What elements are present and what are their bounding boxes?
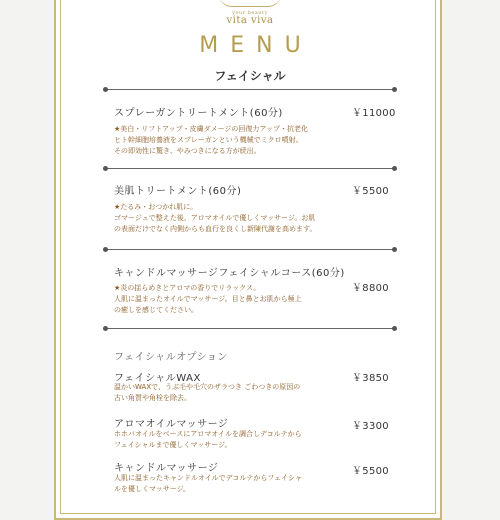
item-name: スプレーガントリートメント(60分) bbox=[114, 108, 283, 119]
item-price: ￥5500 bbox=[352, 186, 389, 197]
desc-line: その即効性に驚き、やみつきになる方が続出。 bbox=[114, 147, 261, 155]
desc-line: ゴマージュで整えた後、アロマオイルで優しくマッサージ。お肌 bbox=[114, 214, 316, 222]
item-price: ￥8800 bbox=[352, 283, 389, 294]
option-name: キャンドルマッサージ bbox=[114, 463, 219, 474]
item-price: ￥11000 bbox=[352, 108, 396, 119]
option-description bbox=[114, 382, 364, 404]
desc-line: 温かいWAXで、うぶ毛や毛穴のザラつき ごわつきの原因の bbox=[114, 383, 301, 391]
option-description bbox=[114, 473, 364, 495]
divider bbox=[105, 89, 395, 90]
desc-line: ★炎の揺らめきとアロマの香りでリラックス。 bbox=[114, 284, 261, 292]
desc-line: ★美白・リフトアップ・皮膚ダメージの回復力アップ・抗老化 bbox=[114, 125, 308, 133]
item-name: 美肌トリートメント(60分) bbox=[114, 186, 242, 197]
divider bbox=[105, 168, 395, 169]
item-description bbox=[114, 202, 364, 235]
option-price: ￥5500 bbox=[352, 466, 389, 477]
desc-line: ヒト幹細胞培養液をスプレーガンという機械でミクロ噴射。 bbox=[114, 136, 303, 144]
item-description bbox=[114, 124, 364, 157]
brand-name: vita viva bbox=[226, 15, 274, 26]
desc-line: フェイシャルまで優しくマッサージ。 bbox=[114, 441, 232, 449]
option-description bbox=[114, 429, 364, 451]
options-title: フェイシャルオプション bbox=[114, 352, 228, 363]
logo-emblem bbox=[219, 0, 281, 7]
section-title: フェイシャル bbox=[214, 69, 286, 83]
divider bbox=[105, 249, 395, 250]
desc-line: 古い角質や角栓を除去。 bbox=[114, 394, 191, 402]
option-name: アロマオイルマッサージ bbox=[114, 419, 229, 430]
brand-tagline: your beauty bbox=[232, 10, 268, 16]
desc-line: ★たるみ・おつかれ肌に。 bbox=[114, 203, 198, 211]
option-name: フェイシャルWAX bbox=[114, 373, 201, 384]
menu-title: MENU bbox=[199, 33, 313, 58]
desc-line: の表面だけでなく内側からも血行を良くし新陳代謝を高めます。 bbox=[114, 225, 317, 233]
desc-line: の癒しを感じてください。 bbox=[114, 306, 198, 314]
divider bbox=[105, 328, 395, 329]
option-price: ￥3300 bbox=[352, 421, 389, 432]
desc-line: 人肌に温まったキャンドルオイルでデコルテからフェイシャ bbox=[114, 474, 302, 482]
option-price: ￥3850 bbox=[352, 373, 389, 384]
desc-line: ルを優しくマッサージ。 bbox=[114, 485, 191, 493]
item-description bbox=[114, 283, 364, 316]
desc-line: 人肌に温まったオイルでマッサージ。目と鼻とお肌から極上 bbox=[114, 295, 302, 303]
desc-line: ホホバオイルをベースにアロマオイルを調合しデコルテから bbox=[114, 430, 302, 438]
item-name: キャンドルマッサージフェイシャルコース(60分) bbox=[114, 268, 345, 279]
